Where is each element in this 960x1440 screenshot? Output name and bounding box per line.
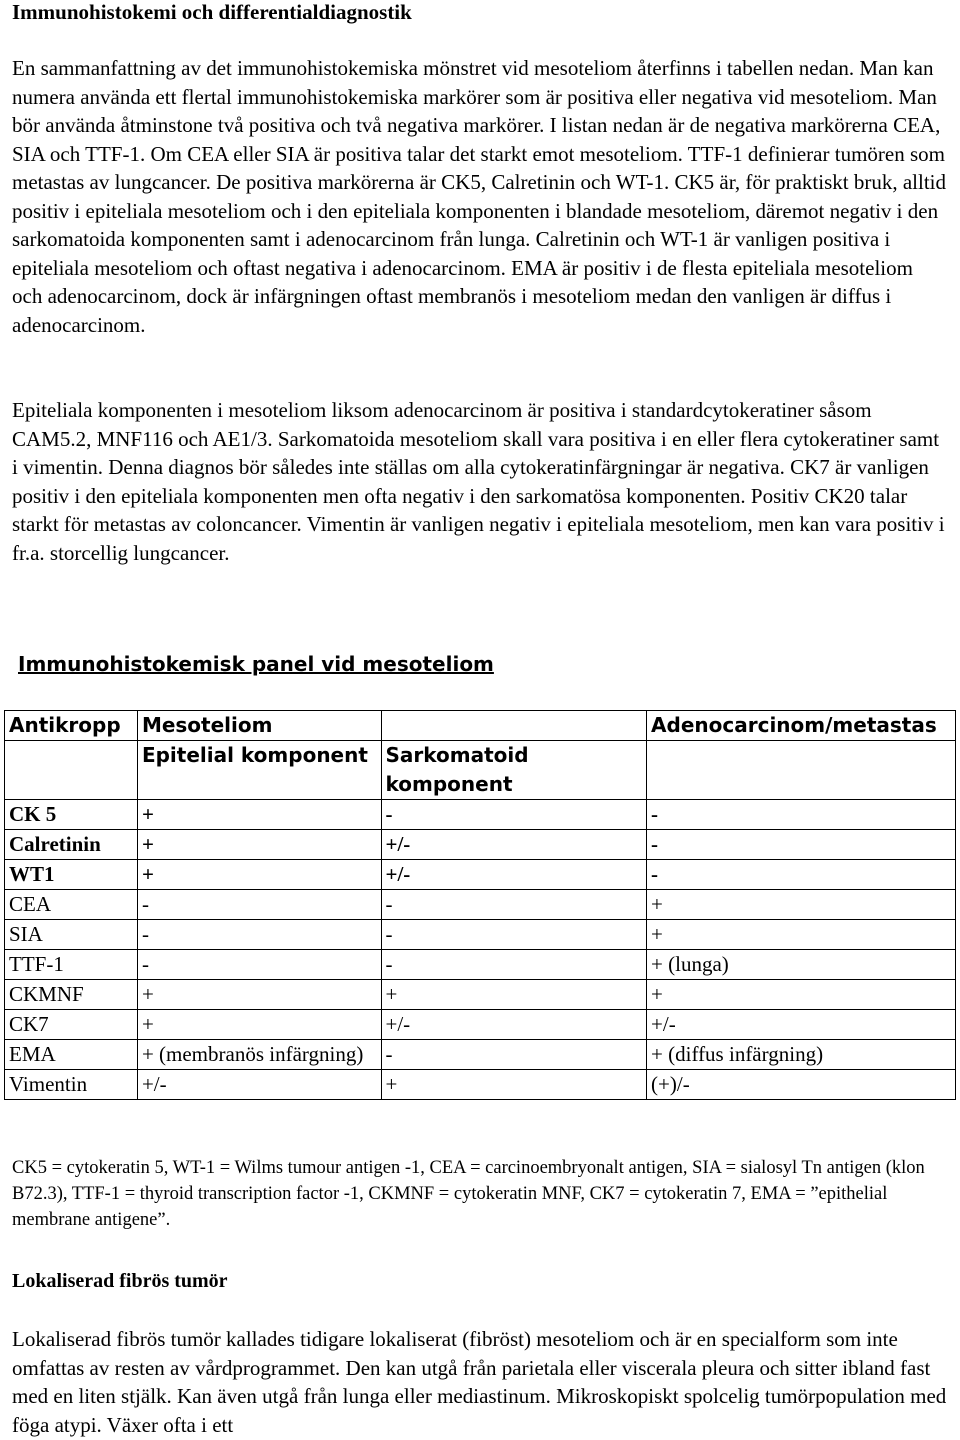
sarcomatoid-cell: - [381,920,647,950]
adeno-cell: - [647,860,956,890]
sarcomatoid-cell: - [381,950,647,980]
table-row [5,1040,956,1070]
epithelial-cell: + [137,800,381,830]
epithelial-cell: - [137,890,381,920]
paragraph-localized-fibrous-tumor: Lokaliserad fibrös tumör kallades tidigare lokaliserat (fibröst) mesoteliom och är en specialform som inte omfattas av resten av vårdprogrammet. Den kan utgå från parietala eller viscerala pleura och sitter ibland fast med en liten stjälk. Kan även utgå från lunga eller mediastinum. Mikroskopiskt spolcelig tumörpopulation med föga atypi. Växer ofta i ett [12,1327,947,1437]
table-row [5,980,956,1010]
ihc-panel-table [4,710,956,1100]
table-header-row [5,711,956,741]
adeno-cell: + (lunga) [647,950,956,980]
table-row [5,950,956,980]
adeno-cell: + [647,920,956,950]
epithelial-cell: + [137,830,381,860]
epithelial-cell: + [137,860,381,890]
marker-cell: CKMNF [5,980,138,1010]
epithelial-cell: - [137,920,381,950]
epithelial-cell: + [137,980,381,1010]
section-title-localized-fibrous-tumor: Lokaliserad fibrös tumör [12,1270,228,1292]
marker-cell: TTF-1 [5,950,138,980]
marker-cell: EMA [5,1040,138,1070]
adeno-cell: + (diffus infärgning) [647,1040,956,1070]
subheader-empty [5,741,138,800]
epithelial-cell: + (membranös infärgning) [137,1040,381,1070]
table-row [5,1070,956,1100]
epithelial-cell: + [137,1010,381,1040]
table-row [5,800,956,830]
paragraph-cytokeratins: Epiteliala komponenten i mesoteliom liksom adenocarcinom är positiva i standardcytokeratiner såsom CAM5.2, MNF116 och AE1/3. Sarkomatoida mesoteliom skall vara positiva i en eller flera cytokeratiner samt i vimentin. Denna diagnos bör således inte ställas om alla cytokeratinfärgningar är negativa. CK7 är vanligen positiv i den epiteliala komponenten men ofta negativ i den sarkomatösa komponenten. Positiv CK20 talar starkt för metastas av coloncancer. Vimentin är vanligen negativ i epiteliala mesoteliom, men kan vara positiv i fr.a. storcellig lungcancer. [12,398,945,565]
marker-cell: WT1 [5,860,138,890]
marker-cell: SIA [5,920,138,950]
marker-cell: CEA [5,890,138,920]
marker-cell: CK7 [5,1010,138,1040]
table-row [5,1010,956,1040]
adeno-cell: (+)/- [647,1070,956,1100]
sarcomatoid-cell: - [381,1040,647,1070]
marker-cell: Vimentin [5,1070,138,1100]
sarcomatoid-cell: +/- [381,1010,647,1040]
subheader-empty [647,741,956,800]
panel-title: Immunohistokemisk panel vid mesoteliom [18,652,494,676]
marker-cell: CK 5 [5,800,138,830]
adeno-cell: - [647,830,956,860]
table-row [5,860,956,890]
subheader-sarcomatoid: Sarkomatoid komponent [381,741,647,800]
header-mesothelioma: Mesoteliom [137,711,381,741]
sarcomatoid-cell: + [381,1070,647,1100]
sarcomatoid-cell: + [381,980,647,1010]
table-legend: CK5 = cytokeratin 5, WT-1 = Wilms tumour antigen -1, CEA = carcinoembryonalt antigen, SIA = sialosyl Tn antigen (klon B72.3), TTF-1 = thyroid transcription factor -1, CKMNF = cytokeratin MNF, CK7 = cytokeratin 7, EMA = ”epithelial membrane antigene”. [12,1158,925,1230]
adeno-cell: +/- [647,1010,956,1040]
sarcomatoid-cell: +/- [381,830,647,860]
epithelial-cell: - [137,950,381,980]
adeno-cell: + [647,980,956,1010]
section-title-immunohistochemistry: Immunohistokemi och differentialdiagnostik [12,0,412,24]
sarcomatoid-cell: +/- [381,860,647,890]
epithelial-cell: +/- [137,1070,381,1100]
table-subheader-row [5,741,956,800]
table-row [5,890,956,920]
header-empty [381,711,647,741]
header-antibody: Antikropp [5,711,138,741]
table-row [5,920,956,950]
sarcomatoid-cell: - [381,800,647,830]
sarcomatoid-cell: - [381,890,647,920]
table-row [5,830,956,860]
adeno-cell: - [647,800,956,830]
adeno-cell: + [647,890,956,920]
subheader-epithelial: Epitelial komponent [137,741,381,800]
header-adenocarcinoma: Adenocarcinom/metastas [647,711,956,741]
paragraph-immunohistochemistry-summary: En sammanfattning av det immunohistokemiska mönstret vid mesoteliom återfinns i tabellen nedan. Man kan numera använda ett flertal immunohistokemiska markörer som är positiva eller negativa vid mesoteliom. Man bör använda åtminstone två positiva och två negativa markörer. I listan nedan är de negativa markörerna CEA, SIA och TTF-1. Om CEA eller SIA är positiva talar det starkt emot mesoteliom. TTF-1 definierar tumören som metastas av lungcancer. De positiva markörerna är CK5, Calretinin och WT-1. CK5 är, för praktiskt bruk, alltid positiv i epiteliala mesoteliom och i den epiteliala komponenten i blandade mesoteliom, däremot negativ i den sarkomatoida komponenten samt i adenocarcinom från lunga. Calretinin och WT-1 är vanligen positiva i epiteliala mesoteliom och oftast negativa i adenocarcinom. EMA är positiv i de flesta epiteliala mesoteliom och adenocarcinom, dock är infärgningen oftast membranös i mesoteliom medan den vanligen är diffus i adenocarcinom. [12,56,946,337]
marker-cell: Calretinin [5,830,138,860]
